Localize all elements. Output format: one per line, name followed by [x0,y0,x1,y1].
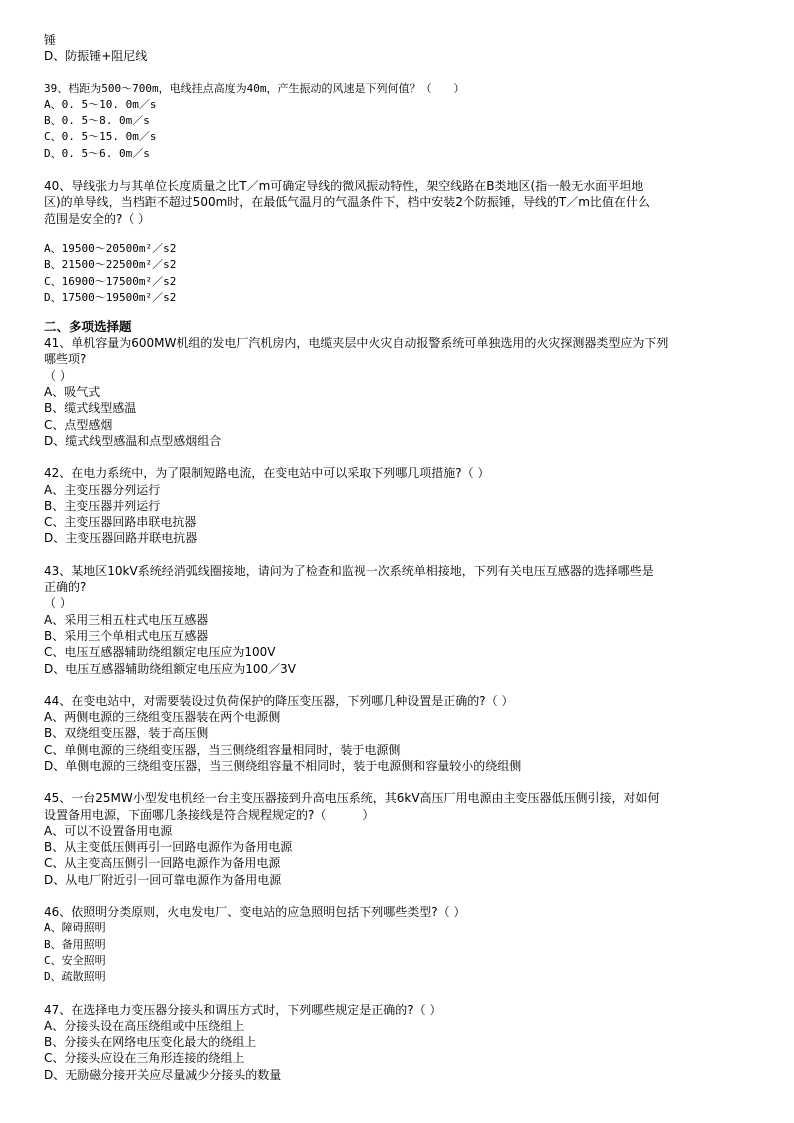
question-41 [44,335,764,449]
question-stem-line-2: 正确的? [44,580,87,595]
question-stem-line-3: 范围是安全的?（ ） [44,211,151,226]
option-a: A、19500～20500m²／s2 [44,241,177,255]
option-d: D、无励磁分接开关应尽量减少分接头的数量 [44,1067,282,1082]
option-a: A、0. 5～10. 0m／s [44,97,157,111]
question-42 [44,465,764,546]
question-stem-line-2: 区)的单导线，当档距不超过500m时，在最低气温月的气温条件下，档中安装2个防振锤，导线的T／m比值在什么 [44,195,650,210]
option-d: D、缆式线型感温和点型感烟组合 [44,433,222,448]
question-45 [44,790,764,888]
option-d: D、17500～19500m²／s2 [44,290,177,304]
option-d: D、从电厂附近引一回可靠电源作为备用电源 [44,872,282,887]
question-44 [44,693,764,774]
option-a: A、障碍照明 [44,921,106,935]
option-c: C、主变压器回路串联电抗器 [44,515,197,530]
option-b: B、从主变低压侧再引一回路电源作为备用电源 [44,840,293,855]
question-stem-line-1: 45、一台25MW小型发电机经一台主变压器接到升高电压系统，其6kV高压厂用电源由主变压器低压侧引接，对如何 [44,791,660,806]
option-c: C、点型感烟 [44,417,113,432]
option-c: C、0. 5～15. 0m／s [44,130,157,144]
option-d: D、防振锤+阻尼线 [44,49,148,64]
question-stem-line-1: 43、某地区10kV系统经消弧线圈接地，请问为了检查和监视一次系统单相接地，下列有关电压互感器的选择哪些是 [44,563,654,578]
option-b: B、缆式线型感温 [44,401,137,416]
option-d: D、主变压器回路并联电抗器 [44,531,198,546]
question-47 [44,1002,764,1083]
option-a: A、主变压器分列运行 [44,482,161,497]
option-a: A、采用三相五柱式电压互感器 [44,612,209,627]
question-stem: 47、在选择电力变压器分接头和调压方式时，下列哪些规定是正确的?（ ） [44,1002,442,1017]
option-a: A、可以不设置备用电源 [44,823,173,838]
question-stem: 44、在变电站中，对需要装设过负荷保护的降压变压器，下列哪几种设置是正确的?（ ） [44,693,514,708]
document-page [44,0,764,1083]
question-43 [44,563,764,677]
previous-question-tail [44,32,764,65]
question-stem: 46、依照明分类原则，火电发电厂、变电站的应急照明包括下列哪些类型?（ ） [44,905,466,920]
option-d: D、疏散照明 [44,970,106,984]
option-b: B、分接头在网络电压变化最大的绕组上 [44,1035,257,1050]
option-c: C、电压互感器辅助绕组额定电压应为100V [44,645,276,660]
option-b: B、采用三个单相式电压互感器 [44,628,209,643]
option-b: B、备用照明 [44,937,106,951]
option-b: B、主变压器并列运行 [44,498,161,513]
option-c: C、16900～17500m²／s2 [44,274,177,288]
question-stem-line-1: 41、单机容量为600MW机组的发电厂汽机房内，电缆夹层中火灾自动报警系统可单独选用的火灾探测器类型应为下列 [44,336,669,351]
question-46 [44,904,764,985]
option-b: B、21500～22500m²／s2 [44,258,177,272]
option-b: B、双绕组变压器，装于高压侧 [44,726,209,741]
question-stem-line-2: 设置备用电源，下面哪几条接线是符合规程规定的?（ ） [44,807,375,822]
answer-parentheses: （ ） [44,368,72,383]
option-c: C、分接头应设在三角形连接的绕组上 [44,1051,245,1066]
answer-parentheses: （ ） [44,596,72,611]
question-39 [44,81,764,162]
question-stem: 39、档距为500～700m，电线挂点高度为40m，产生振动的风速是下列何值？（ ） [44,81,465,95]
option-d: D、单侧电源的三绕组变压器，当三侧绕组容量不相同时，装于电源侧和容量较小的绕组侧 [44,758,522,773]
text-fragment: 锤 [44,33,57,47]
question-stem-line-2: 哪些项? [44,352,87,367]
question-stem-line-1: 40、导线张力与其单位长度质量之比T／m可确定导线的微风振动特性，架空线路在B类地区(指一般无水面平坦地 [44,179,644,194]
question-40 [44,178,764,306]
option-c: C、单侧电源的三绕组变压器，当三侧绕组容量相同时，装于电源侧 [44,742,401,757]
option-d: D、电压互感器辅助绕组额定电压应为100／3V [44,661,296,676]
option-a: A、两侧电源的三绕组变压器装在两个电源侧 [44,710,281,725]
option-d: D、0. 5～6. 0m／s [44,146,150,160]
option-b: B、0. 5～8. 0m／s [44,114,150,128]
option-c: C、从主变高压侧引一回路电源作为备用电源 [44,856,281,871]
option-a: A、分接头设在高压绕组或中压绕组上 [44,1018,245,1033]
option-a: A、吸气式 [44,385,101,400]
option-c: C、安全照明 [44,953,106,967]
question-stem: 42、在电力系统中，为了限制短路电流，在变电站中可以采取下列哪几项措施?（ ） [44,466,490,481]
section-heading: 二、多项选择题 [44,319,132,335]
